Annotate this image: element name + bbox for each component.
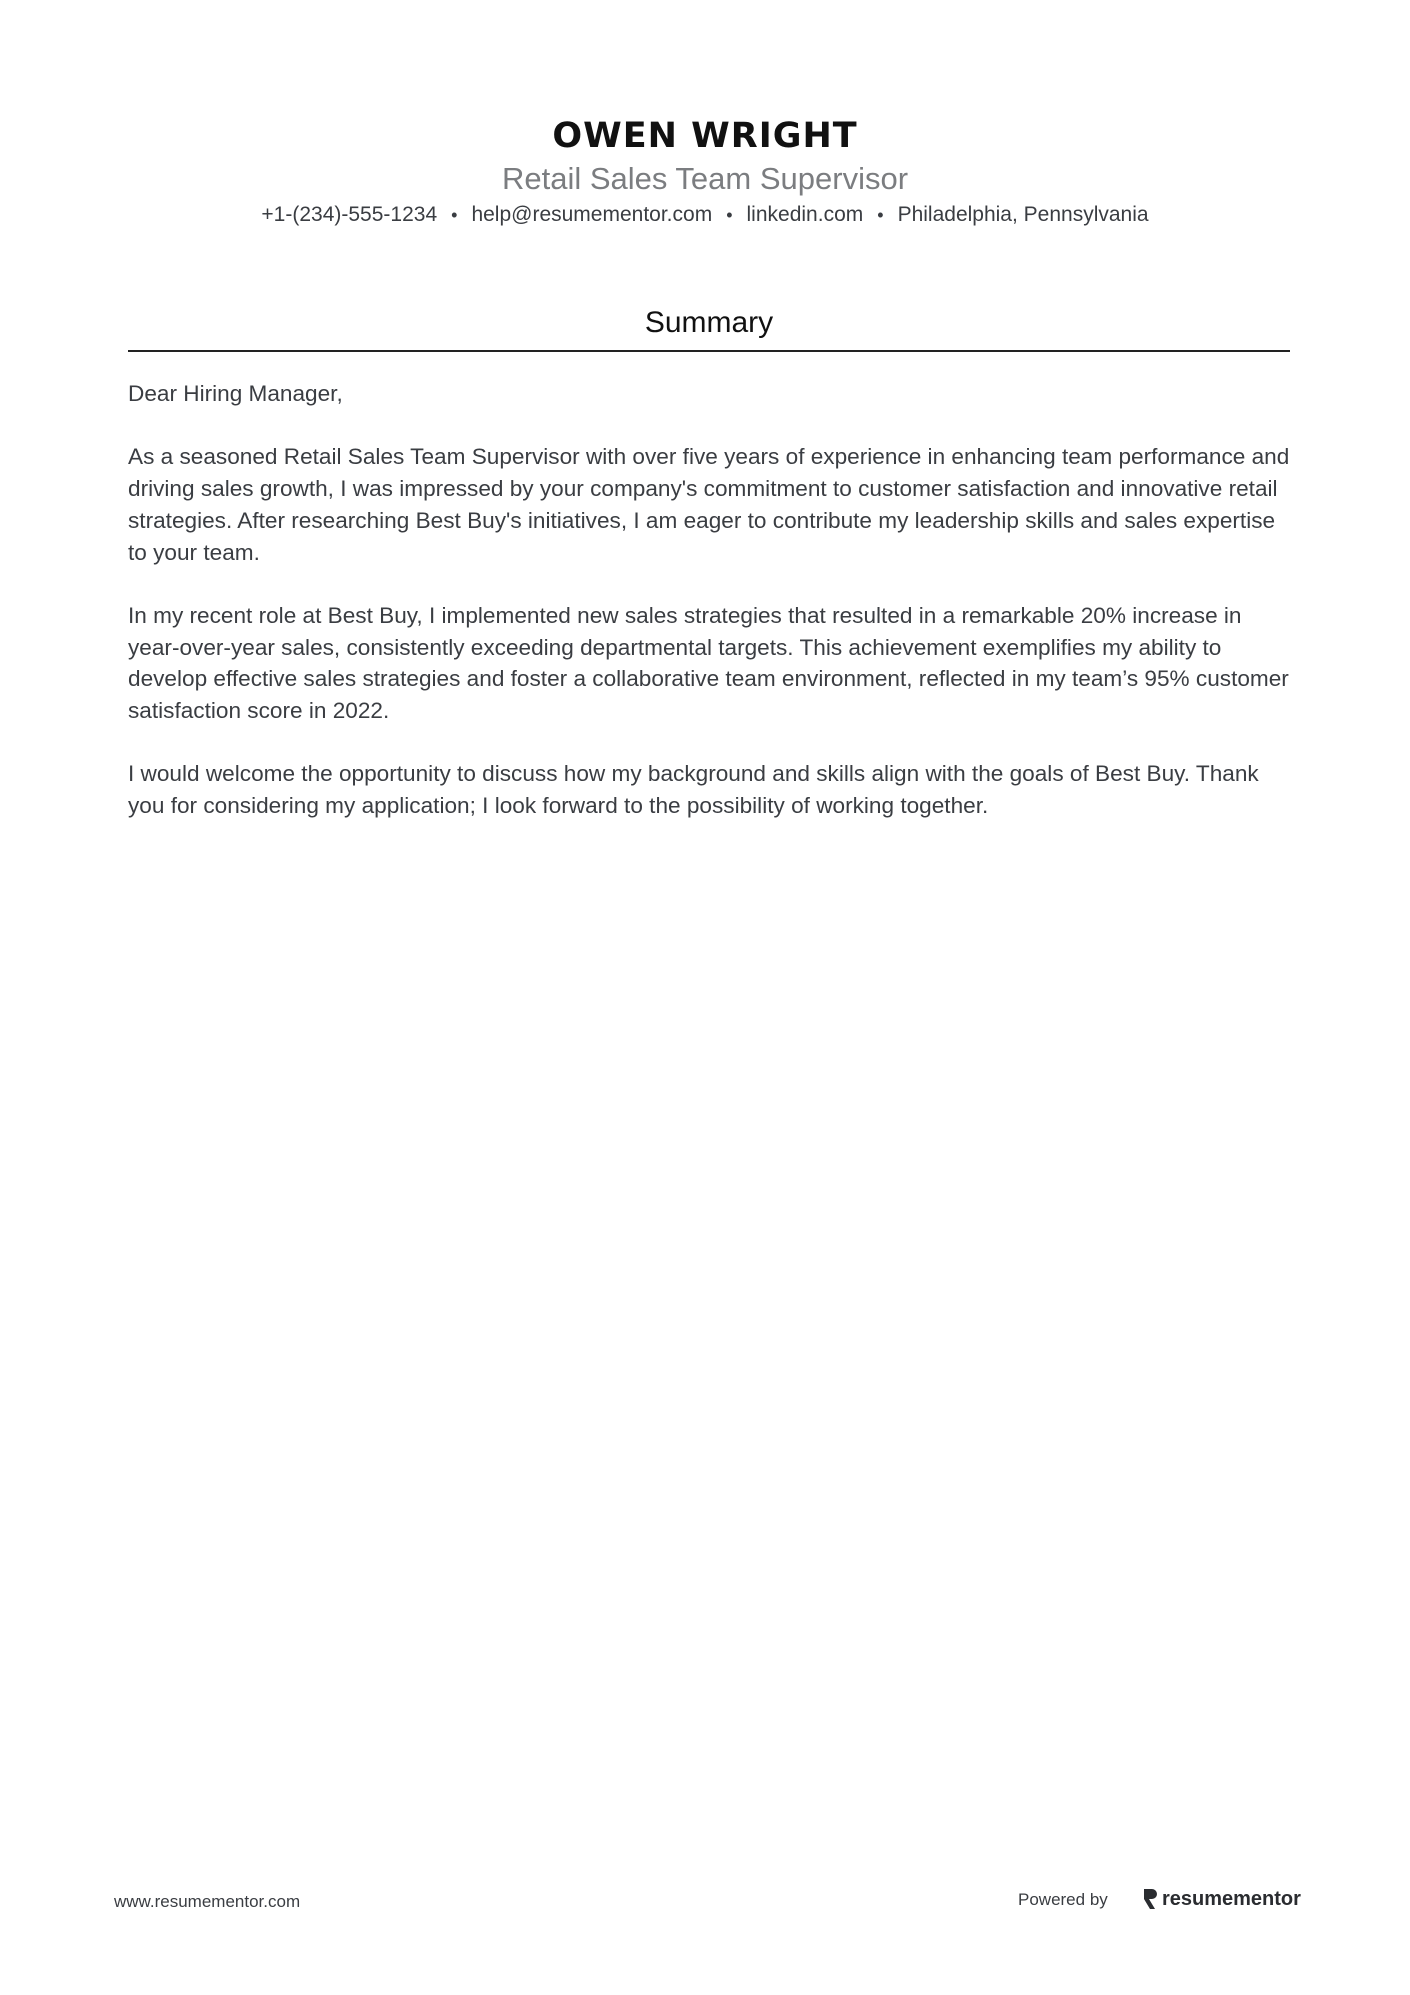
letter-paragraph: In my recent role at Best Buy, I implemented new sales strategies that resulted in a remarkable 20% increase in year-over-year sales, consistently exceeding departmental targets. This achievement exemplifies my ability to develop effective sales strategies and foster a collaborative team environment, reflected in my team’s 95% customer satisfaction score in 2022.: [128, 602, 1289, 723]
contact-phone: +1-(234)-555-1234: [261, 203, 438, 226]
contact-separator: •: [877, 205, 884, 225]
contact-line: [0, 198, 1410, 232]
letter-body: [128, 378, 1294, 853]
footer-website-link[interactable]: www.resumementor.com: [114, 1892, 301, 1911]
contact-separator: •: [451, 205, 458, 225]
contact-separator: •: [726, 205, 733, 225]
footer-logo[interactable]: [1142, 1885, 1301, 1913]
footer-powered-by: Powered by: [1018, 1890, 1108, 1909]
letter-greeting: Dear Hiring Manager,: [128, 381, 343, 406]
contact-email[interactable]: help@resumementor.com: [471, 203, 713, 226]
section-heading-summary: Summary: [644, 306, 774, 339]
footer-logo-text: resumementor: [1162, 1887, 1301, 1910]
letter-paragraph: I would welcome the opportunity to discuss how my background and skills align with the goals of Best Buy. Thank you for considering my application; I look forward to the possibility of working together.: [128, 761, 1259, 819]
contact-location: Philadelphia, Pennsylvania: [897, 203, 1149, 226]
resume-header: [0, 112, 1410, 232]
contact-linkedin[interactable]: linkedin.com: [746, 203, 864, 226]
job-title: Retail Sales Team Supervisor: [501, 161, 909, 196]
section-divider: [128, 350, 1290, 352]
candidate-name: OWEN WRIGHT: [552, 116, 858, 156]
letter-paragraph: As a seasoned Retail Sales Team Supervisor with over five years of experience in enhancing team performance and driving sales growth, I was impressed by your company's commitment to customer satisfaction and innovative retail strategies. After researching Best Buy's initiatives, I am eager to contribute my leadership skills and sales expertise to your team.: [128, 444, 1290, 565]
resumementor-logo-icon: [1142, 1888, 1158, 1910]
